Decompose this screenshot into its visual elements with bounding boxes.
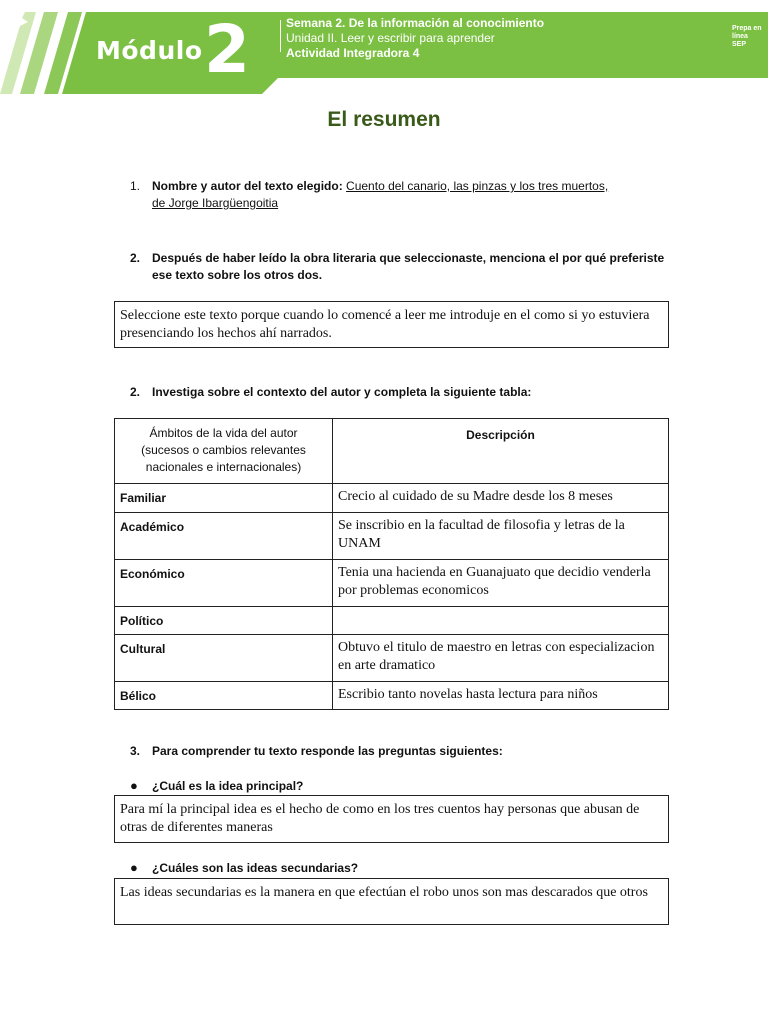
- table-row: [115, 513, 669, 560]
- week-title: Semana 2. De la información al conocimiento: [286, 16, 545, 30]
- question-1: [130, 178, 672, 212]
- question-3: [130, 384, 672, 401]
- module-number: 2: [204, 11, 250, 88]
- header-ambitos: Ámbitos de la vida del autor (sucesos o cambios relevantes nacionales e internacionales): [115, 419, 333, 484]
- unit-title: Unidad II. Leer y escribir para aprender: [286, 31, 495, 45]
- sub-question-1: [130, 778, 304, 793]
- question-label: Nombre y autor del texto elegido:: [152, 179, 343, 193]
- ambito-cell: Familiar: [115, 484, 333, 513]
- answer-box-secondary-ideas: Las ideas secundarias es la manera en que efectúan el robo unos son mas descarados que otros: [114, 878, 669, 925]
- descripcion-cell: Escribio tanto novelas hasta lectura para niños: [333, 682, 669, 710]
- descripcion-cell: Tenia una hacienda en Guanajuato que decidio venderla por problemas economicos: [333, 560, 669, 607]
- descripcion-cell: Crecio al cuidado de su Madre desde los 8 meses: [333, 484, 669, 513]
- question-number: 3.: [130, 744, 141, 758]
- question-4: [130, 743, 672, 760]
- author-context-table: [114, 418, 669, 710]
- ambito-cell: Político: [115, 607, 333, 635]
- logo-text: Prepa en línea SEP: [732, 25, 762, 48]
- question-text: Después de haber leído la obra literaria que seleccionaste, menciona el por qué preferiste ese texto sobre los otros dos.: [152, 251, 665, 282]
- question-text: Para comprender tu texto responde las preguntas siguientes:: [152, 744, 503, 758]
- ambito-cell: Académico: [115, 513, 333, 560]
- table-row: [115, 560, 669, 607]
- answer-box-q2: Seleccione este texto porque cuando lo comencé a leer me introduje en el como si yo estuviera presenciando los hechos ahí narrados.: [114, 301, 669, 348]
- table-row: [115, 607, 669, 635]
- sub-question-2: [130, 860, 359, 875]
- answer-title: Cuento del canario, las pinzas y los tres muertos,: [346, 179, 609, 193]
- ambito-cell: Económico: [115, 560, 333, 607]
- page-title: El resumen: [327, 108, 441, 131]
- header-descripcion: Descripción: [333, 419, 669, 484]
- ambito-cell: Bélico: [115, 682, 333, 710]
- ambito-cell: Cultural: [115, 635, 333, 682]
- header-info: [286, 16, 544, 61]
- question-number: 2.: [130, 385, 141, 399]
- sub-question-text: ¿Cuál es la idea principal?: [152, 779, 304, 793]
- bullet-icon: ●: [130, 778, 138, 793]
- prepa-logo-icon: [0, 0, 46, 40]
- question-number: 1.: [130, 179, 141, 193]
- bullet-icon: ●: [130, 860, 138, 875]
- answer-author: de Jorge Ibargüengoitia: [152, 196, 279, 210]
- descripcion-cell: [333, 607, 669, 635]
- module-word: Módulo: [96, 36, 203, 65]
- sub-question-text: ¿Cuáles son las ideas secundarias?: [152, 861, 359, 875]
- table-row: [115, 484, 669, 513]
- answer-box-main-idea: Para mí la principal idea es el hecho de como en los tres cuentos hay personas que abusan de otras de diferentes maneras: [114, 795, 669, 843]
- table-row: [115, 635, 669, 682]
- table-header-row: [115, 419, 669, 484]
- question-text: Investiga sobre el contexto del autor y completa la siguiente tabla:: [152, 385, 532, 399]
- header-divider: [280, 20, 281, 52]
- header-banner: [0, 0, 768, 96]
- question-2: [130, 250, 672, 284]
- activity-title: Actividad Integradora 4: [286, 46, 420, 60]
- question-number: 2.: [130, 251, 141, 265]
- table-row: [115, 682, 669, 710]
- descripcion-cell: Obtuvo el titulo de maestro en letras con especializacion en arte dramatico: [333, 635, 669, 682]
- descripcion-cell: Se inscribio en la facultad de filosofia y letras de la UNAM: [333, 513, 669, 560]
